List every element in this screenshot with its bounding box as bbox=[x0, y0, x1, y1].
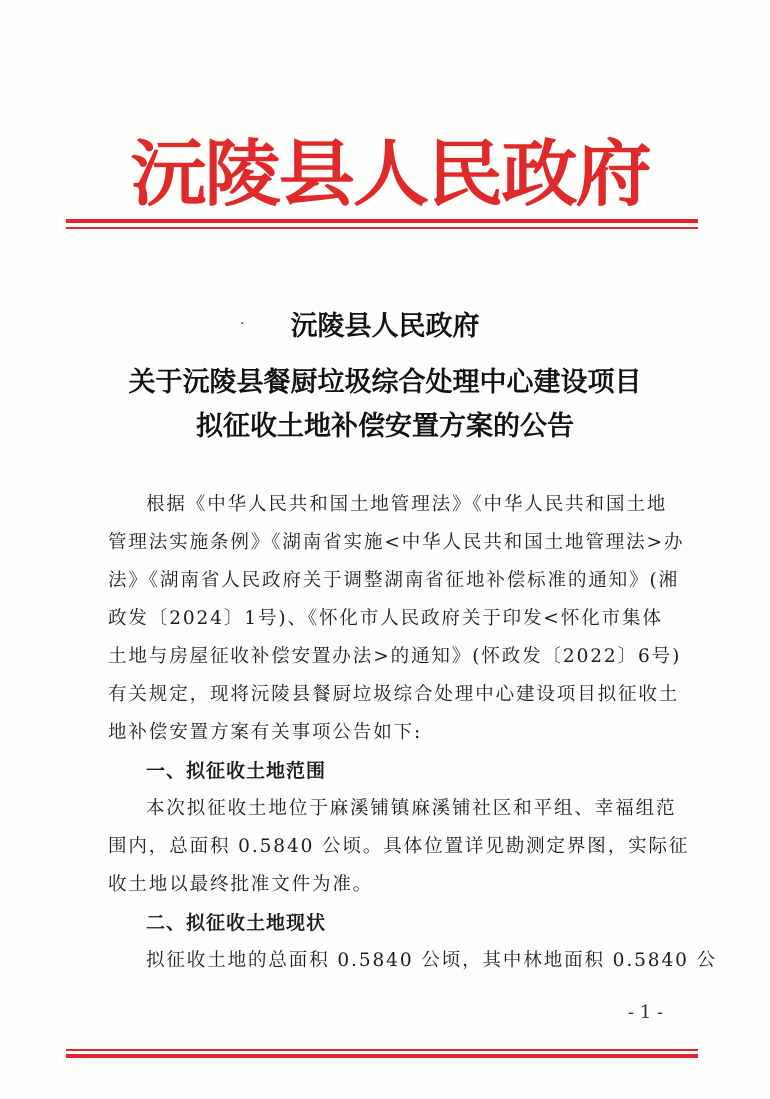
document-body bbox=[108, 486, 717, 980]
paragraph-1-line: 有关规定，现将沅陵县餐厨垃圾综合处理中心建设项目拟征收土 bbox=[108, 684, 680, 705]
masthead-title: 沅陵县人民政府 bbox=[130, 131, 650, 216]
paragraph-2-line: 围内，总面积 0.5840 公顷。具体位置详见勘测定界图，实际征 bbox=[108, 836, 690, 857]
page-number: - 1 - bbox=[628, 1002, 664, 1023]
paragraph-2-line: 本次拟征收土地位于麻溪铺镇麻溪铺社区和平组、幸福组范 bbox=[146, 798, 677, 819]
paragraph-1-line: 政发〔2024〕1号)、《怀化市人民政府关于印发<怀化市集体 bbox=[108, 608, 663, 629]
footer-red-rule-thick bbox=[66, 1054, 698, 1058]
paragraph-1-line: 土地与房屋征收补偿安置办法>的通知》(怀政发〔2022〕6号) bbox=[108, 646, 682, 667]
paragraph-1-line: 根据《中华人民共和国土地管理法》《中华人民共和国土地 bbox=[146, 494, 668, 515]
section-heading-1: 一、拟征收土地范围 bbox=[146, 760, 327, 782]
paragraph-1-line: 地补偿安置方案有关事项公告如下: bbox=[108, 722, 423, 743]
masthead-red-rule-thin bbox=[66, 227, 698, 229]
paragraph-3-line: 拟征收土地的总面积 0.5840 公顷，其中林地面积 0.5840 公 bbox=[146, 950, 717, 971]
document-title-line-3: 拟征收土地补偿安置方案的公告 bbox=[196, 411, 574, 442]
document-title-line-2: 关于沅陵县餐厨垃圾综合处理中心建设项目 bbox=[128, 367, 642, 398]
document-title-line-1: 沅陵县人民政府 bbox=[290, 311, 480, 342]
paragraph-1-line: 管理法实施条例》《湖南省实施<中华人民共和国土地管理法>办 bbox=[108, 532, 685, 553]
footer-red-rule-thin bbox=[66, 1049, 698, 1051]
stray-dot-mark: · bbox=[240, 316, 245, 332]
paragraph-1-line: 法》《湖南省人民政府关于调整湖南省征地补偿标准的通知》(湘 bbox=[108, 570, 680, 591]
section-heading-2: 二、拟征收土地现状 bbox=[146, 912, 327, 934]
masthead-red-rule-thick bbox=[66, 219, 698, 223]
paragraph-2-line: 收土地以最终批准文件为准。 bbox=[108, 874, 374, 895]
